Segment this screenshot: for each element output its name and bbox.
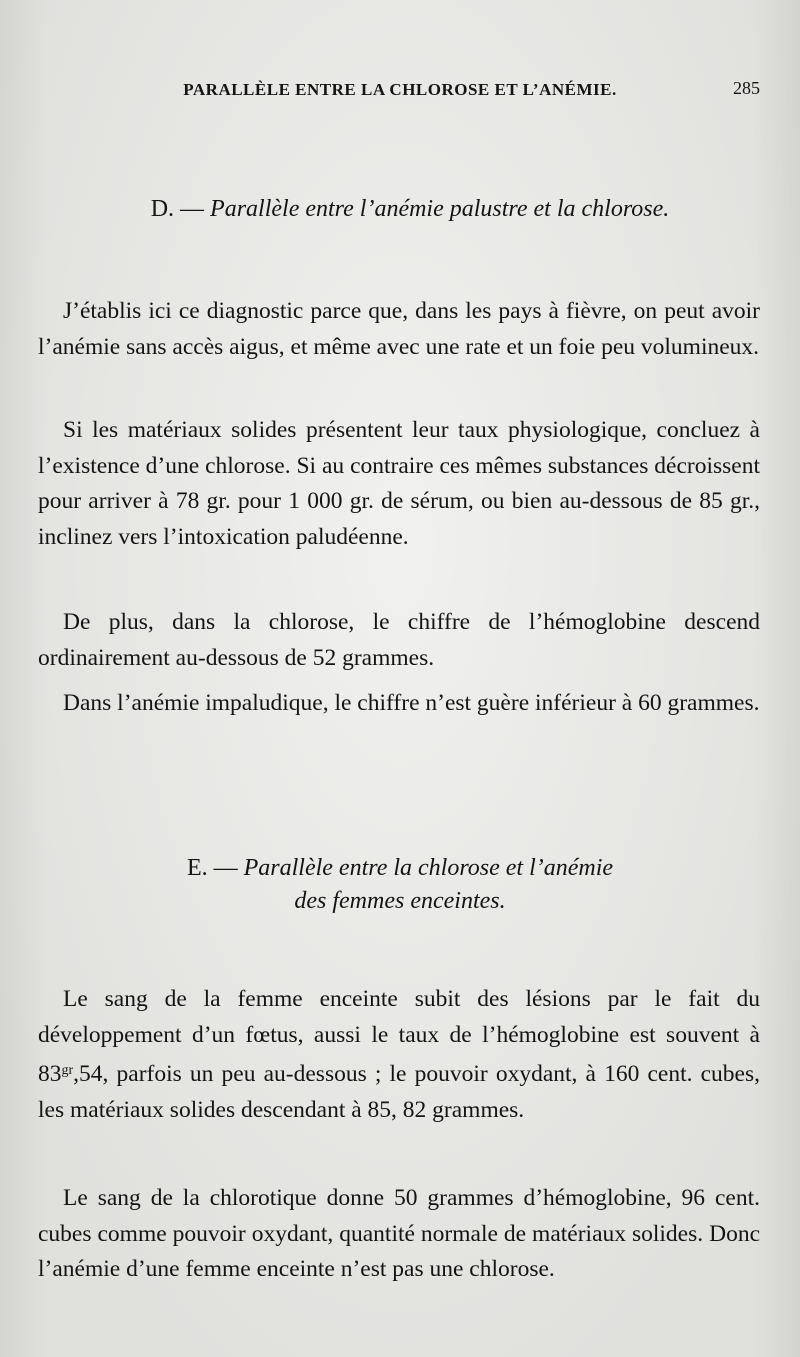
paragraph-e-2: Le sang de la chlorotique donne 50 grammes d’hémoglobine, 96 cent. cubes comme pouvoir oxydant, quantité normale de matériaux solides. Donc l’anémie d’une femme enceinte n’est pas une chlorose. xyxy=(38,1185,760,1282)
section-d-dash: — xyxy=(180,196,205,222)
paragraph-e-1-end: ,54, parfois un peu au-dessous ; le pouvoir oxydant, à 160 cent. cubes, les matériaux solides descendant à 85, 82 grammes. xyxy=(38,1061,760,1123)
section-e-heading xyxy=(120,855,680,915)
section-d-heading xyxy=(60,196,760,223)
section-e-letter: E. xyxy=(186,855,208,881)
section-e-title-line1: Parallèle entre la chlorose et l’anémie xyxy=(243,855,614,881)
section-d-title: Parallèle entre l’anémie palustre et la chlorose. xyxy=(210,196,670,222)
grams-superscript: gr xyxy=(61,1063,74,1078)
paragraph-e-1-start: Le sang de la femme enceinte subit des lésions par le fait du développement d’un fœtus, aussi le taux de l’hémoglobine est souvent à 83 xyxy=(38,986,760,1087)
section-e-dash: — xyxy=(213,855,238,881)
paragraph-d-1: J’établis ici ce diagnostic parce que, dans les pays à fièvre, on peut avoir l’anémie sans accès aigus, et même avec une rate et un foie peu volumineux. xyxy=(38,298,760,360)
paragraph-d-3: De plus, dans la chlorose, le chiffre de l’hémoglobine descend ordinairement au-dessous de 52 grammes. xyxy=(38,609,760,671)
running-title: PARALLÈLE ENTRE LA CHLOROSE ET L’ANÉMIE. xyxy=(183,80,617,99)
paragraph-d-2: Si les matériaux solides présentent leur taux physiologique, concluez à l’existence d’une chlorose. Si au contraire ces mêmes substances décroissent pour arriver à 78 gr. pour 1 000 gr. de sérum, ou bien au-dessous de 85 gr., inclinez vers l’intoxication paludéenne. xyxy=(38,417,760,550)
paragraph-e-1 xyxy=(38,982,760,1128)
page-number: 285 xyxy=(733,78,760,98)
paragraph-d-4: Dans l’anémie impaludique, le chiffre n’est guère inférieur à 60 grammes. xyxy=(63,690,760,716)
section-e-title-line2: des femmes enceintes. xyxy=(294,888,506,914)
section-d-letter: D. xyxy=(150,196,175,222)
